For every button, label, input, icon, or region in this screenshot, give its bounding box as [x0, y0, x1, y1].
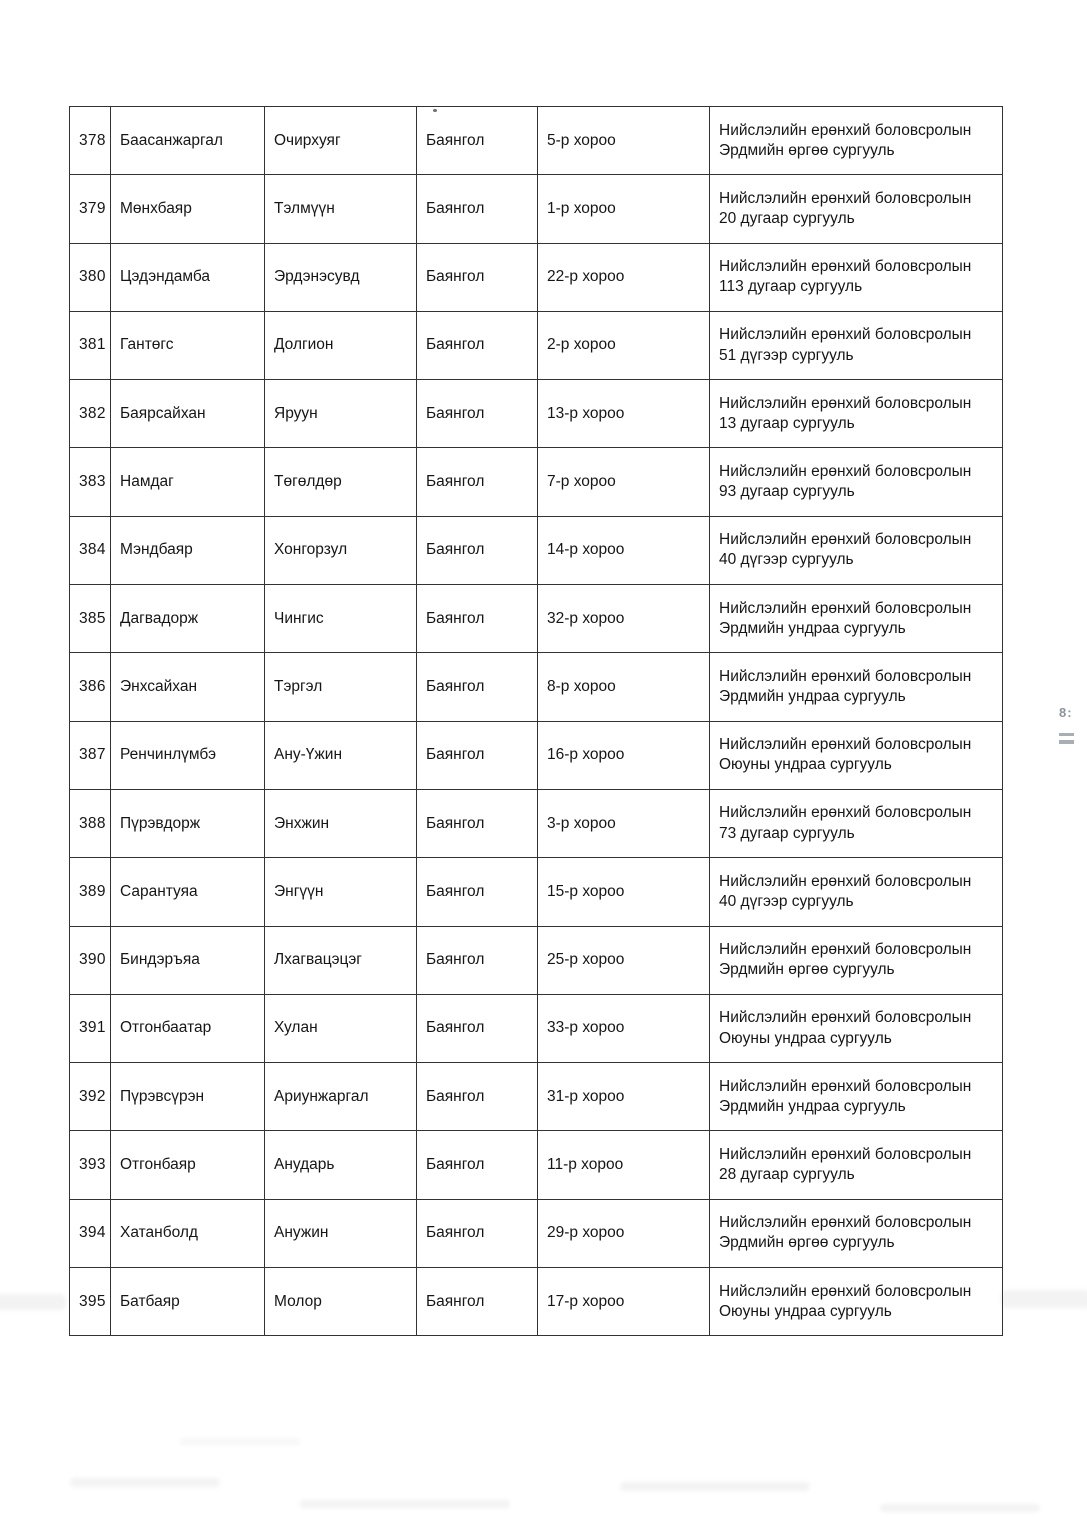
given-name-cell: Лхагвацэцэг	[265, 926, 417, 994]
row-number-cell: 385	[70, 585, 111, 653]
scan-smudge	[300, 1500, 510, 1508]
row-number-cell: 388	[70, 789, 111, 857]
school-line: Эрдмийн өргөө сургууль	[719, 141, 895, 159]
school-line: Нийслэлийн ерөнхий боловсролын	[719, 804, 972, 822]
school-line: Эрдмийн ундраа сургууль	[719, 619, 906, 637]
surname-cell: Намдаг	[111, 448, 265, 516]
khoroo-cell: 29-р хороо	[538, 1199, 710, 1267]
table-row	[70, 585, 1003, 653]
school-line: Нийслэлийн ерөнхий боловсролын	[719, 667, 972, 685]
given-name-cell: Эрдэнэсувд	[265, 243, 417, 311]
school-cell	[710, 1199, 1003, 1267]
scan-smudge	[180, 1438, 300, 1445]
school-line: Нийслэлийн ерөнхий боловсролын	[719, 258, 972, 276]
given-name-cell: Долгион	[265, 311, 417, 379]
table-row	[70, 789, 1003, 857]
row-number-cell: 384	[70, 516, 111, 584]
school-cell	[710, 243, 1003, 311]
row-number-cell: 379	[70, 175, 111, 243]
row-number-cell: 390	[70, 926, 111, 994]
scan-smudge	[880, 1504, 1040, 1512]
school-cell	[710, 311, 1003, 379]
row-number-cell: 392	[70, 1063, 111, 1131]
given-name-cell: Молор	[265, 1268, 417, 1336]
school-line: Нийслэлийн ерөнхий боловсролын	[719, 462, 972, 480]
table-row	[70, 1063, 1003, 1131]
khoroo-cell: 7-р хороо	[538, 448, 710, 516]
school-line: 20 дугаар сургууль	[719, 209, 855, 227]
table-row	[70, 175, 1003, 243]
scan-smudge	[0, 1294, 66, 1310]
given-name-cell: Хулан	[265, 994, 417, 1062]
school-line: Эрдмийн өргөө сургууль	[719, 1234, 895, 1252]
given-name-cell: Чингис	[265, 585, 417, 653]
given-name-cell: Яруун	[265, 380, 417, 448]
given-name-cell: Энхжин	[265, 789, 417, 857]
khoroo-cell: 32-р хороо	[538, 585, 710, 653]
school-line: Нийслэлийн ерөнхий боловсролын	[719, 326, 972, 344]
surname-cell: Дагвадорж	[111, 585, 265, 653]
table-row	[70, 994, 1003, 1062]
district-cell: Баянгол	[417, 1268, 538, 1336]
school-cell	[710, 516, 1003, 584]
school-line: Эрдмийн өргөө сургууль	[719, 961, 895, 979]
table-row	[70, 107, 1003, 175]
district-cell: Баянгол	[417, 380, 538, 448]
school-cell	[710, 789, 1003, 857]
surname-cell: Гантөгс	[111, 311, 265, 379]
surname-cell: Мөнхбаяр	[111, 175, 265, 243]
khoroo-cell: 3-р хороо	[538, 789, 710, 857]
row-number-cell: 395	[70, 1268, 111, 1336]
table-row	[70, 1268, 1003, 1336]
district-cell: Баянгол	[417, 311, 538, 379]
table-row	[70, 926, 1003, 994]
student-roster-table	[69, 106, 1003, 1336]
surname-cell: Биндэръяа	[111, 926, 265, 994]
table-body	[70, 107, 1003, 1336]
table-row	[70, 858, 1003, 926]
school-line: Нийслэлийн ерөнхий боловсролын	[719, 1145, 972, 1163]
margin-mark-bar	[1059, 733, 1074, 736]
school-cell	[710, 585, 1003, 653]
given-name-cell: Хонгорзул	[265, 516, 417, 584]
khoroo-cell: 13-р хороо	[538, 380, 710, 448]
row-number-cell: 391	[70, 994, 111, 1062]
school-line: Нийслэлийн ерөнхий боловсролын	[719, 1214, 972, 1232]
table-row	[70, 311, 1003, 379]
school-line: 13 дугаар сургууль	[719, 414, 855, 432]
given-name-cell: Төгөлдөр	[265, 448, 417, 516]
school-line: 40 дүгээр сургууль	[719, 892, 854, 910]
school-line: 93 дугаар сургууль	[719, 483, 855, 501]
surname-cell: Баярсайхан	[111, 380, 265, 448]
school-cell	[710, 653, 1003, 721]
surname-cell: Отгонбаатар	[111, 994, 265, 1062]
district-cell: Баянгол	[417, 516, 538, 584]
school-cell	[710, 994, 1003, 1062]
school-line: Эрдмийн ундраа сургууль	[719, 1097, 906, 1115]
school-cell	[710, 926, 1003, 994]
given-name-cell: Тэлмүүн	[265, 175, 417, 243]
table-row	[70, 1199, 1003, 1267]
khoroo-cell: 11-р хороо	[538, 1131, 710, 1199]
school-cell	[710, 175, 1003, 243]
surname-cell: Хатанболд	[111, 1199, 265, 1267]
surname-cell: Ренчинлүмбэ	[111, 721, 265, 789]
school-cell	[710, 107, 1003, 175]
surname-cell: Цэдэндамба	[111, 243, 265, 311]
row-number-cell: 382	[70, 380, 111, 448]
school-line: Нийслэлийн ерөнхий боловсролын	[719, 1282, 972, 1300]
school-line: Нийслэлийн ерөнхий боловсролын	[719, 121, 972, 139]
row-number-cell: 387	[70, 721, 111, 789]
school-line: Нийслэлийн ерөнхий боловсролын	[719, 1009, 972, 1027]
district-cell: Баянгол	[417, 789, 538, 857]
school-line: Оюуны ундраа сургууль	[719, 1029, 892, 1047]
school-line: Оюуны ундраа сургууль	[719, 756, 892, 774]
surname-cell: Сарантуяа	[111, 858, 265, 926]
district-cell: Баянгол	[417, 653, 538, 721]
school-line: Нийслэлийн ерөнхий боловсролын	[719, 1077, 972, 1095]
given-name-cell: Очирхуяг	[265, 107, 417, 175]
school-line: Нийслэлийн ерөнхий боловсролын	[719, 531, 972, 549]
school-cell	[710, 858, 1003, 926]
row-number-cell: 381	[70, 311, 111, 379]
district-cell: Баянгол	[417, 1131, 538, 1199]
surname-cell: Батбаяр	[111, 1268, 265, 1336]
given-name-cell: Ариунжаргал	[265, 1063, 417, 1131]
table-row	[70, 516, 1003, 584]
school-line: Нийслэлийн ерөнхий боловсролын	[719, 189, 972, 207]
district-cell: Баянгол	[417, 107, 538, 175]
given-name-cell: Анударь	[265, 1131, 417, 1199]
row-number-cell: 380	[70, 243, 111, 311]
school-line: Нийслэлийн ерөнхий боловсролын	[719, 736, 972, 754]
row-number-cell: 378	[70, 107, 111, 175]
khoroo-cell: 5-р хороо	[538, 107, 710, 175]
scan-smudge	[70, 1478, 220, 1487]
given-name-cell: Анужин	[265, 1199, 417, 1267]
khoroo-cell: 33-р хороо	[538, 994, 710, 1062]
district-cell: Баянгол	[417, 858, 538, 926]
table-row	[70, 653, 1003, 721]
school-line: Нийслэлийн ерөнхий боловсролын	[719, 872, 972, 890]
school-line: Оюуны ундраа сургууль	[719, 1302, 892, 1320]
surname-cell: Пүрэвдорж	[111, 789, 265, 857]
khoroo-cell: 17-р хороо	[538, 1268, 710, 1336]
school-cell	[710, 380, 1003, 448]
table-row	[70, 243, 1003, 311]
khoroo-cell: 31-р хороо	[538, 1063, 710, 1131]
school-line: 73 дугаар сургууль	[719, 824, 855, 842]
table-row	[70, 380, 1003, 448]
table-row	[70, 448, 1003, 516]
table-row	[70, 721, 1003, 789]
table-row	[70, 1131, 1003, 1199]
khoroo-cell: 16-р хороо	[538, 721, 710, 789]
row-number-cell: 394	[70, 1199, 111, 1267]
margin-mark-bar	[1059, 740, 1074, 744]
district-cell: Баянгол	[417, 585, 538, 653]
school-line: Нийслэлийн ерөнхий боловсролын	[719, 599, 972, 617]
school-line: 51 дүгээр сургууль	[719, 346, 854, 364]
row-number-cell: 386	[70, 653, 111, 721]
margin-page-mark: 8:	[1059, 705, 1073, 720]
scan-speck	[433, 109, 437, 112]
surname-cell: Мэндбаяр	[111, 516, 265, 584]
district-cell: Баянгол	[417, 243, 538, 311]
khoroo-cell: 22-р хороо	[538, 243, 710, 311]
school-line: Нийслэлийн ерөнхий боловсролын	[719, 394, 972, 412]
district-cell: Баянгол	[417, 448, 538, 516]
school-line: 40 дүгээр сургууль	[719, 551, 854, 569]
surname-cell: Отгонбаяр	[111, 1131, 265, 1199]
district-cell: Баянгол	[417, 175, 538, 243]
surname-cell: Пүрэвсүрэн	[111, 1063, 265, 1131]
surname-cell: Энхсайхан	[111, 653, 265, 721]
district-cell: Баянгол	[417, 721, 538, 789]
khoroo-cell: 15-р хороо	[538, 858, 710, 926]
school-cell	[710, 1063, 1003, 1131]
row-number-cell: 389	[70, 858, 111, 926]
given-name-cell: Ану-Үжин	[265, 721, 417, 789]
khoroo-cell: 14-р хороо	[538, 516, 710, 584]
district-cell: Баянгол	[417, 1199, 538, 1267]
district-cell: Баянгол	[417, 926, 538, 994]
school-line: 28 дугаар сургууль	[719, 1166, 855, 1184]
district-cell: Баянгол	[417, 994, 538, 1062]
school-cell	[710, 1268, 1003, 1336]
school-cell	[710, 448, 1003, 516]
school-line: 113 дугаар сургууль	[719, 278, 863, 296]
scan-smudge	[620, 1482, 810, 1491]
khoroo-cell: 2-р хороо	[538, 311, 710, 379]
given-name-cell: Тэргэл	[265, 653, 417, 721]
scan-smudge	[1001, 1290, 1087, 1308]
khoroo-cell: 8-р хороо	[538, 653, 710, 721]
school-cell	[710, 721, 1003, 789]
row-number-cell: 393	[70, 1131, 111, 1199]
surname-cell: Баасанжаргал	[111, 107, 265, 175]
row-number-cell: 383	[70, 448, 111, 516]
school-cell	[710, 1131, 1003, 1199]
given-name-cell: Энгүүн	[265, 858, 417, 926]
school-line: Нийслэлийн ерөнхий боловсролын	[719, 941, 972, 959]
khoroo-cell: 1-р хороо	[538, 175, 710, 243]
district-cell: Баянгол	[417, 1063, 538, 1131]
khoroo-cell: 25-р хороо	[538, 926, 710, 994]
school-line: Эрдмийн ундраа сургууль	[719, 688, 906, 706]
